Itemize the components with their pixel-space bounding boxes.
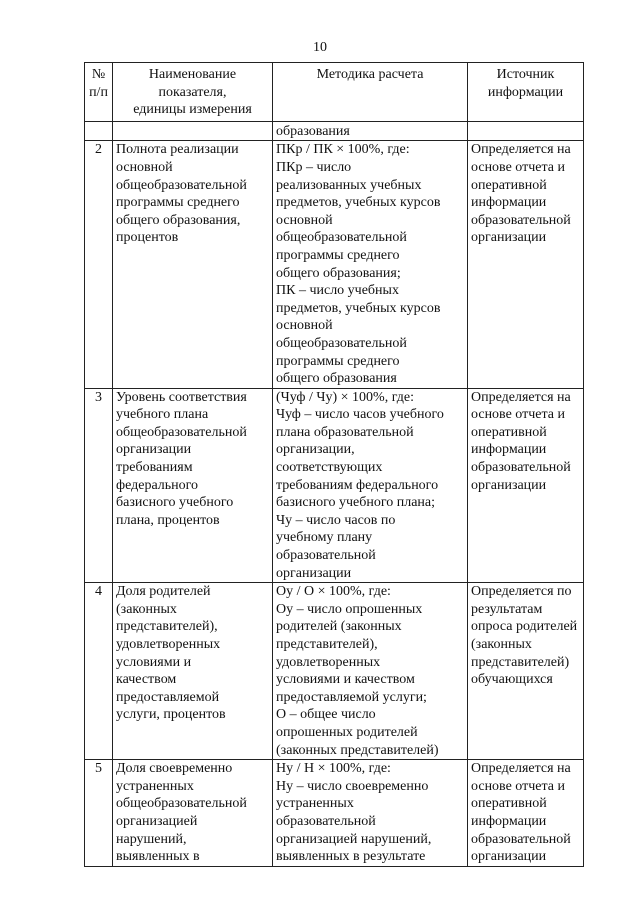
cell-num: 2 xyxy=(85,141,113,388)
cell-num: 5 xyxy=(85,760,113,867)
cell-source: Определяется на основе отчета и оперативной информации образовательной организации xyxy=(468,760,584,867)
table-row xyxy=(85,388,584,583)
cell-name: Полнота реализации основной общеобразовательной программы среднего общего образования, процентов xyxy=(113,141,273,388)
cell-method: ПКр / ПК × 100%, где: ПКр – число реализованных учебных предметов, учебных курсов основной общеобразовательной программы среднего общего образования; ПК – число учебных предметов, учебных курсов основной общеобразовательной программы среднего общего образования xyxy=(273,141,468,388)
table-row xyxy=(85,583,584,760)
page-number: 10 xyxy=(313,40,327,55)
cell-name: Доля родителей (законных представителей), удовлетворенных условиями и качеством предоставляемой услуги, процентов xyxy=(113,583,273,760)
cell-method: Ну / Н × 100%, где: Ну – число своевременно устраненных образовательной организацией нарушений, выявленных в результате xyxy=(273,760,468,867)
cell-source xyxy=(468,121,584,141)
cell-method: Оу / О × 100%, где: Оу – число опрошенных родителей (законных представителей), удовлетворенных условиями и качеством предоставляемой услуги; О – общее число опрошенных родителей (законных представителей) xyxy=(273,583,468,760)
cell-source: Определяется на основе отчета и оперативной информации образовательной организации xyxy=(468,388,584,583)
cell-num: 4 xyxy=(85,583,113,760)
header-num: № п/п xyxy=(85,63,113,122)
cell-source: Определяется по результатам опроса родителей (законных представителей) обучающихся xyxy=(468,583,584,760)
table-row xyxy=(85,760,584,867)
cell-num: 3 xyxy=(85,388,113,583)
indicators-table xyxy=(84,62,584,867)
cell-name xyxy=(113,121,273,141)
table-header-row xyxy=(85,63,584,122)
table-row xyxy=(85,141,584,388)
header-name: Наименование показателя, единицы измерения xyxy=(113,63,273,122)
cell-method: (Чуф / Чу) × 100%, где: Чуф – число часов учебного плана образовательной организации, соответствующих требованиям федерального базисного учебного плана; Чу – число часов по учебному плану образовательной организации xyxy=(273,388,468,583)
cell-method: образования xyxy=(273,121,468,141)
header-source: Источник информации xyxy=(468,63,584,122)
continuation-row xyxy=(85,121,584,141)
cell-name: Доля своевременно устраненных общеобразовательной организацией нарушений, выявленных в xyxy=(113,760,273,867)
cell-num xyxy=(85,121,113,141)
cell-name: Уровень соответствия учебного плана общеобразовательной организации требованиям федерального базисного учебного плана, процентов xyxy=(113,388,273,583)
cell-source: Определяется на основе отчета и оперативной информации образовательной организации xyxy=(468,141,584,388)
header-method: Методика расчета xyxy=(273,63,468,122)
